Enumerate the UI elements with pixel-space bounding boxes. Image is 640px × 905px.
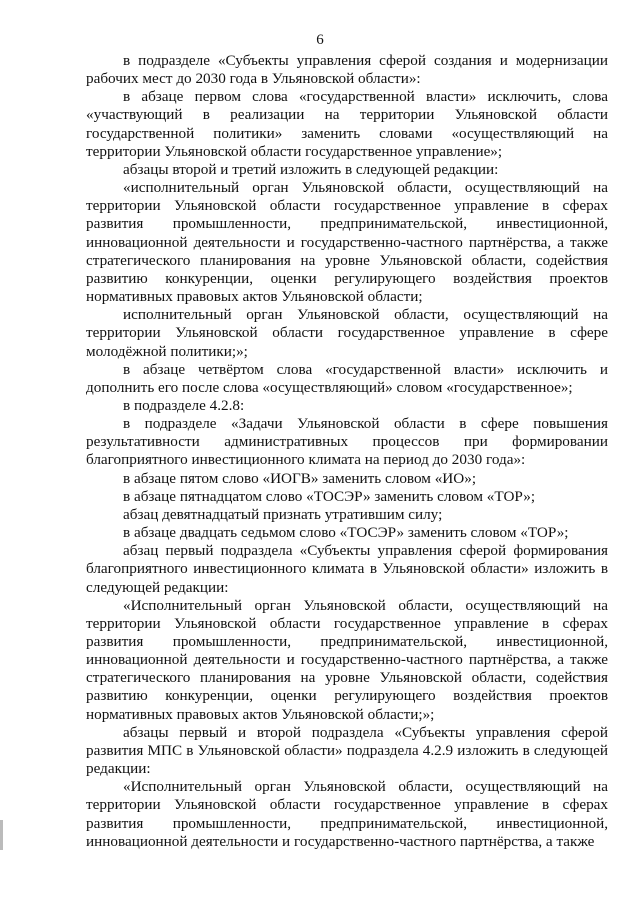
document-body [86, 52, 608, 851]
scan-edge-mark [0, 820, 3, 850]
paragraph: в подразделе «Задачи Ульяновской области в сфере повышения результативности административных процессов при формировании благоприятного инвестиционного климата на период до 2030 года»: [86, 415, 608, 469]
paragraph: абзацы первый и второй подраздела «Субъекты управления сферой развития МПС в Ульяновской области» подраздела 4.2.9 изложить в следующей редакции: [86, 723, 608, 778]
paragraph: в абзаце двадцать седьмом слово «ТОСЭР» заменить словом «ТОР»; [123, 524, 569, 542]
paragraph: «Исполнительный орган Ульяновской области, осуществляющий на территории Ульяновской области государственное управление в сферах развития промышленности, предпринимательской, инвестиционной, инновационной деятельности и государственно-частного партнёрства, а также стратегического планирования на уровне Ульяновской области, содействия развитию конкуренции, оценки регулирующего воздействия проектов нормативных правовых актов Ульяновской области;»; [86, 596, 608, 723]
paragraph: в абзаце пятом слово «ИОГВ» заменить словом «ИО»; [123, 469, 477, 487]
paragraph: абзацы второй и третий изложить в следующей редакции: [123, 160, 499, 178]
paragraph: в абзаце первом слова «государственной власти» исключить, слова «участвующий в реализации на территории Ульяновской области государственной политики» заменить словами «осуществляющий на территории Ульяновской области государственное управление»; [86, 88, 608, 160]
paragraph: в абзаце четвёртом слова «государственной власти» исключить и дополнить его после слова «осуществляющий» словом «государственное»; [86, 360, 608, 396]
paragraph: исполнительный орган Ульяновской области, осуществляющий на территории Ульяновской области государственное управление в сфере молодёжной политики;»; [86, 306, 608, 360]
paragraph: в подразделе 4.2.8: [123, 396, 245, 414]
paragraph: «исполнительный орган Ульяновской области, осуществляющий на территории Ульяновской области государственное управление в сферах развития промышленности, предпринимательской, инвестиционной, инновационной деятельности и государственно-частного партнёрства, а также стратегического планирования на уровне Ульяновской области, содействия развитию конкуренции, оценки регулирующего воздействия проектов нормативных правовых актов Ульяновской области; [86, 179, 608, 306]
paragraph: абзац первый подраздела «Субъекты управления сферой формирования благоприятного инвестиционного климата в Ульяновской области» изложить в следующей редакции: [86, 542, 608, 596]
paragraph: в подразделе «Субъекты управления сферой создания и модернизации рабочих мест до 2030 года в Ульяновской области»: [86, 52, 608, 88]
page-number: 6 [316, 32, 324, 48]
paragraph: «Исполнительный орган Ульяновской области, осуществляющий на территории Ульяновской области государственное управление в сферах развития промышленности, предпринимательской, инвестиционной, инновационной деятельности и государственно-частного партнёрства, а также [86, 778, 608, 850]
paragraph: абзац девятнадцатый признать утратившим силу; [123, 505, 443, 523]
paragraph: в абзаце пятнадцатом слово «ТОСЭР» заменить словом «ТОР»; [123, 487, 536, 505]
